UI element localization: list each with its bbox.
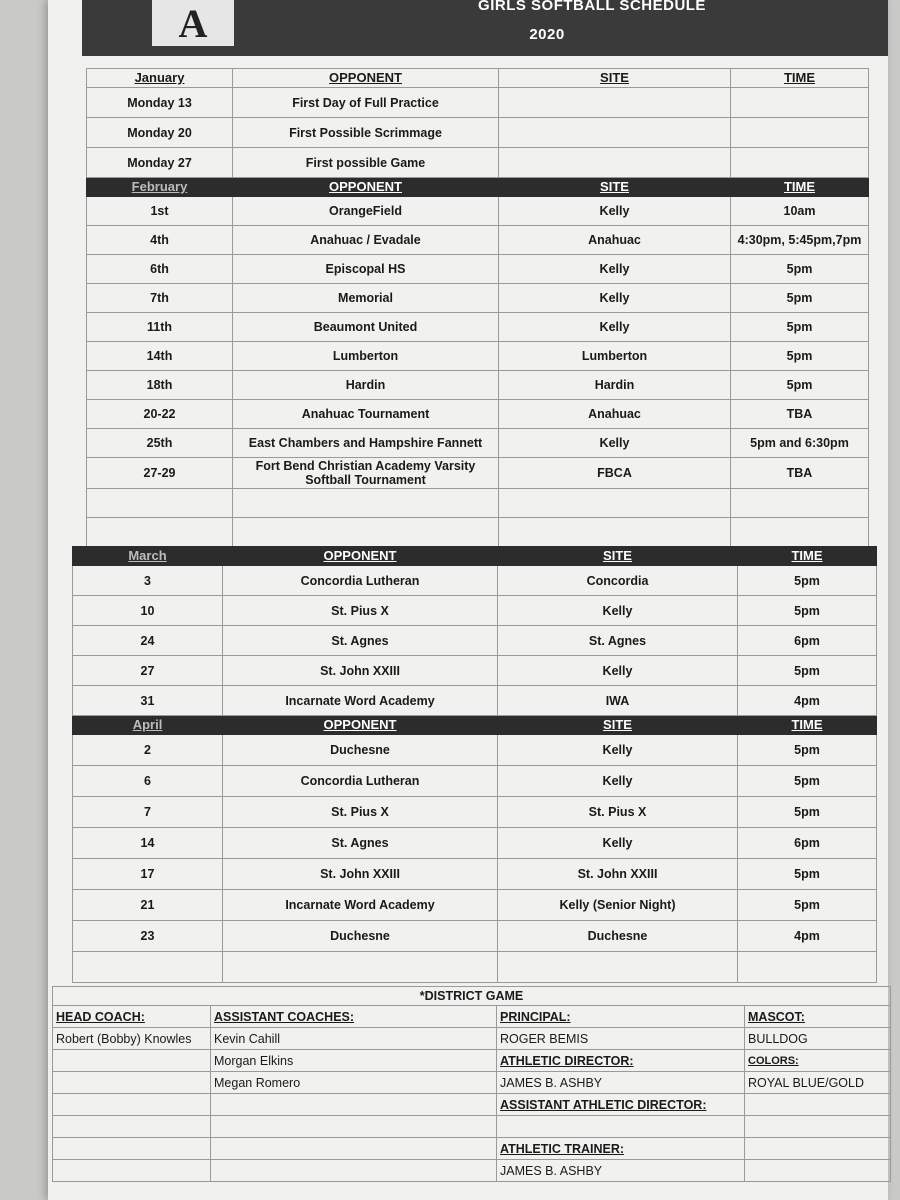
date-cell: Monday 27 <box>87 148 233 178</box>
time-cell: 4pm <box>738 686 877 716</box>
schedule-title: GIRLS SOFTBALL SCHEDULE <box>478 0 706 14</box>
table-row <box>73 890 877 921</box>
month-header-march <box>73 547 877 566</box>
time-cell <box>731 148 869 178</box>
table-row <box>87 284 869 313</box>
site-cell: FBCA <box>499 458 731 489</box>
table-row <box>87 342 869 371</box>
site-cell: Duchesne <box>498 921 738 952</box>
opponent-cell: Memorial <box>233 284 499 313</box>
opponent-cell: Fort Bend Christian Academy Varsity Softball Tournament <box>233 458 499 489</box>
mascot-label: MASCOT: <box>745 1006 891 1028</box>
site-cell: Kelly (Senior Night) <box>498 890 738 921</box>
opponent-cell: St. Pius X <box>223 797 498 828</box>
date-cell: 10 <box>73 596 223 626</box>
date-cell: 24 <box>73 626 223 656</box>
site-cell <box>498 952 738 983</box>
table-row <box>87 313 869 342</box>
opponent-header: OPPONENT <box>233 69 499 88</box>
time-cell: 5pm <box>738 797 877 828</box>
opponent-cell: Anahuac / Evadale <box>233 226 499 255</box>
time-cell <box>731 518 869 547</box>
date-cell: 3 <box>73 566 223 596</box>
opponent-cell: First possible Game <box>233 148 499 178</box>
site-header: SITE <box>499 178 731 197</box>
table-row <box>73 566 877 596</box>
date-cell: 17 <box>73 859 223 890</box>
table-row <box>87 371 869 400</box>
date-cell: 7th <box>87 284 233 313</box>
time-cell: TBA <box>731 400 869 429</box>
schedule-table-mar-apr <box>72 546 877 983</box>
time-cell <box>731 118 869 148</box>
time-cell: 4:30pm, 5:45pm,7pm <box>731 226 869 255</box>
principal-label: PRINCIPAL: <box>497 1006 745 1028</box>
date-cell: 27 <box>73 656 223 686</box>
header-banner <box>82 0 888 56</box>
colors-value: ROYAL BLUE/GOLD <box>745 1072 891 1094</box>
table-row <box>73 828 877 859</box>
opponent-cell: St. Agnes <box>223 626 498 656</box>
month-header-february <box>87 178 869 197</box>
table-row <box>87 458 869 489</box>
table-row <box>73 735 877 766</box>
assistant-coaches-label: ASSISTANT COACHES: <box>211 1006 497 1028</box>
time-cell: 5pm <box>738 566 877 596</box>
table-row <box>73 921 877 952</box>
opponent-cell: St. Pius X <box>223 596 498 626</box>
date-cell: Monday 13 <box>87 88 233 118</box>
date-cell <box>87 518 233 547</box>
colors-label: COLORS: <box>745 1050 891 1072</box>
table-row <box>73 626 877 656</box>
logo-letter: A <box>178 0 208 46</box>
site-cell: St. John XXIII <box>498 859 738 890</box>
time-cell: 5pm <box>731 371 869 400</box>
mascot-value: BULLDOG <box>745 1028 891 1050</box>
table-row <box>87 518 869 547</box>
time-cell: 5pm <box>731 313 869 342</box>
site-header: SITE <box>499 69 731 88</box>
site-cell <box>499 489 731 518</box>
date-cell: 23 <box>73 921 223 952</box>
date-cell: 21 <box>73 890 223 921</box>
time-cell: 5pm <box>738 735 877 766</box>
site-cell: Kelly <box>499 429 731 458</box>
time-cell: 6pm <box>738 828 877 859</box>
opponent-cell <box>223 952 498 983</box>
date-cell: 18th <box>87 371 233 400</box>
table-row <box>87 197 869 226</box>
time-cell: 5pm <box>731 284 869 313</box>
athletic-trainer-label: ATHLETIC TRAINER: <box>497 1138 745 1160</box>
table-row <box>73 596 877 626</box>
time-header: TIME <box>731 69 869 88</box>
table-row <box>73 859 877 890</box>
time-header: TIME <box>738 547 877 566</box>
site-cell: Kelly <box>499 313 731 342</box>
head-coach-name: Robert (Bobby) Knowles <box>53 1028 211 1050</box>
time-cell: 5pm <box>738 766 877 797</box>
opponent-cell: Episcopal HS <box>233 255 499 284</box>
opponent-cell: First Possible Scrimmage <box>233 118 499 148</box>
table-row <box>73 686 877 716</box>
site-cell: Kelly <box>498 766 738 797</box>
time-cell: 5pm <box>738 596 877 626</box>
date-cell: 6th <box>87 255 233 284</box>
table-row <box>73 766 877 797</box>
time-cell: 5pm and 6:30pm <box>731 429 869 458</box>
opponent-cell: Concordia Lutheran <box>223 566 498 596</box>
head-coach-label: HEAD COACH: <box>53 1006 211 1028</box>
opponent-cell <box>233 489 499 518</box>
site-cell: St. Pius X <box>498 797 738 828</box>
opponent-cell: St. John XXIII <box>223 859 498 890</box>
time-cell: 6pm <box>738 626 877 656</box>
table-row <box>87 226 869 255</box>
time-header: TIME <box>738 716 877 735</box>
athletic-director-label: ATHLETIC DIRECTOR: <box>497 1050 745 1072</box>
opponent-header: OPPONENT <box>223 716 498 735</box>
assistant-athletic-director-label: ASSISTANT ATHLETIC DIRECTOR: <box>497 1094 745 1116</box>
assistant-coach-name: Kevin Cahill <box>211 1028 497 1050</box>
staff-table <box>52 986 891 1182</box>
table-row <box>73 656 877 686</box>
schedule-table-jan-feb <box>86 68 869 547</box>
site-cell <box>499 88 731 118</box>
date-cell: Monday 20 <box>87 118 233 148</box>
site-cell: IWA <box>498 686 738 716</box>
site-cell: Kelly <box>499 284 731 313</box>
athletic-trainer-name: JAMES B. ASHBY <box>497 1160 745 1182</box>
time-cell <box>731 88 869 118</box>
date-cell: 25th <box>87 429 233 458</box>
site-cell <box>499 518 731 547</box>
table-row <box>73 797 877 828</box>
table-row <box>87 148 869 178</box>
date-cell: 1st <box>87 197 233 226</box>
time-cell: 5pm <box>738 656 877 686</box>
site-cell: Anahuac <box>499 226 731 255</box>
site-cell: Hardin <box>499 371 731 400</box>
opponent-cell: First Day of Full Practice <box>233 88 499 118</box>
month-name: February <box>87 178 233 197</box>
site-cell: Kelly <box>499 255 731 284</box>
date-cell: 4th <box>87 226 233 255</box>
time-cell: 5pm <box>738 859 877 890</box>
time-cell: TBA <box>731 458 869 489</box>
assistant-coach-name: Morgan Elkins <box>211 1050 497 1072</box>
month-name: April <box>73 716 223 735</box>
opponent-cell: Concordia Lutheran <box>223 766 498 797</box>
date-cell: 27-29 <box>87 458 233 489</box>
date-cell: 31 <box>73 686 223 716</box>
opponent-cell: OrangeField <box>233 197 499 226</box>
date-cell <box>73 952 223 983</box>
month-name: March <box>73 547 223 566</box>
site-cell: Lumberton <box>499 342 731 371</box>
site-header: SITE <box>498 547 738 566</box>
time-cell <box>738 952 877 983</box>
site-cell <box>499 118 731 148</box>
site-cell: Kelly <box>498 828 738 859</box>
opponent-cell: Hardin <box>233 371 499 400</box>
opponent-cell: Beaumont United <box>233 313 499 342</box>
athletic-director-name: JAMES B. ASHBY <box>497 1072 745 1094</box>
time-cell: 4pm <box>738 921 877 952</box>
site-cell <box>499 148 731 178</box>
month-header-january <box>87 69 869 88</box>
time-cell: 5pm <box>731 342 869 371</box>
time-cell: 10am <box>731 197 869 226</box>
opponent-cell: Duchesne <box>223 921 498 952</box>
table-row <box>87 400 869 429</box>
opponent-cell <box>233 518 499 547</box>
opponent-cell: East Chambers and Hampshire Fannett <box>233 429 499 458</box>
table-row <box>87 429 869 458</box>
date-cell: 14 <box>73 828 223 859</box>
principal-name: ROGER BEMIS <box>497 1028 745 1050</box>
table-row <box>87 489 869 518</box>
site-cell: Kelly <box>498 735 738 766</box>
site-cell: Kelly <box>499 197 731 226</box>
site-cell: Concordia <box>498 566 738 596</box>
school-logo <box>152 0 234 46</box>
site-header: SITE <box>498 716 738 735</box>
month-name: January <box>87 69 233 88</box>
opponent-cell: Incarnate Word Academy <box>223 686 498 716</box>
opponent-cell: St. Agnes <box>223 828 498 859</box>
assistant-coach-name: Megan Romero <box>211 1072 497 1094</box>
schedule-year: 2020 <box>529 26 565 43</box>
opponent-cell: Duchesne <box>223 735 498 766</box>
date-cell: 7 <box>73 797 223 828</box>
site-cell: Anahuac <box>499 400 731 429</box>
district-game-note: *DISTRICT GAME <box>53 987 891 1006</box>
site-cell: St. Agnes <box>498 626 738 656</box>
date-cell: 14th <box>87 342 233 371</box>
site-cell: Kelly <box>498 656 738 686</box>
time-cell <box>731 489 869 518</box>
date-cell <box>87 489 233 518</box>
opponent-cell: Lumberton <box>233 342 499 371</box>
time-header: TIME <box>731 178 869 197</box>
date-cell: 20-22 <box>87 400 233 429</box>
table-row <box>87 255 869 284</box>
opponent-cell: Incarnate Word Academy <box>223 890 498 921</box>
time-cell: 5pm <box>738 890 877 921</box>
opponent-header: OPPONENT <box>233 178 499 197</box>
site-cell: Kelly <box>498 596 738 626</box>
month-header-april <box>73 716 877 735</box>
time-cell: 5pm <box>731 255 869 284</box>
date-cell: 11th <box>87 313 233 342</box>
table-row <box>87 88 869 118</box>
date-cell: 6 <box>73 766 223 797</box>
opponent-header: OPPONENT <box>223 547 498 566</box>
date-cell: 2 <box>73 735 223 766</box>
table-row <box>87 118 869 148</box>
table-row <box>73 952 877 983</box>
opponent-cell: St. John XXIII <box>223 656 498 686</box>
opponent-cell: Anahuac Tournament <box>233 400 499 429</box>
